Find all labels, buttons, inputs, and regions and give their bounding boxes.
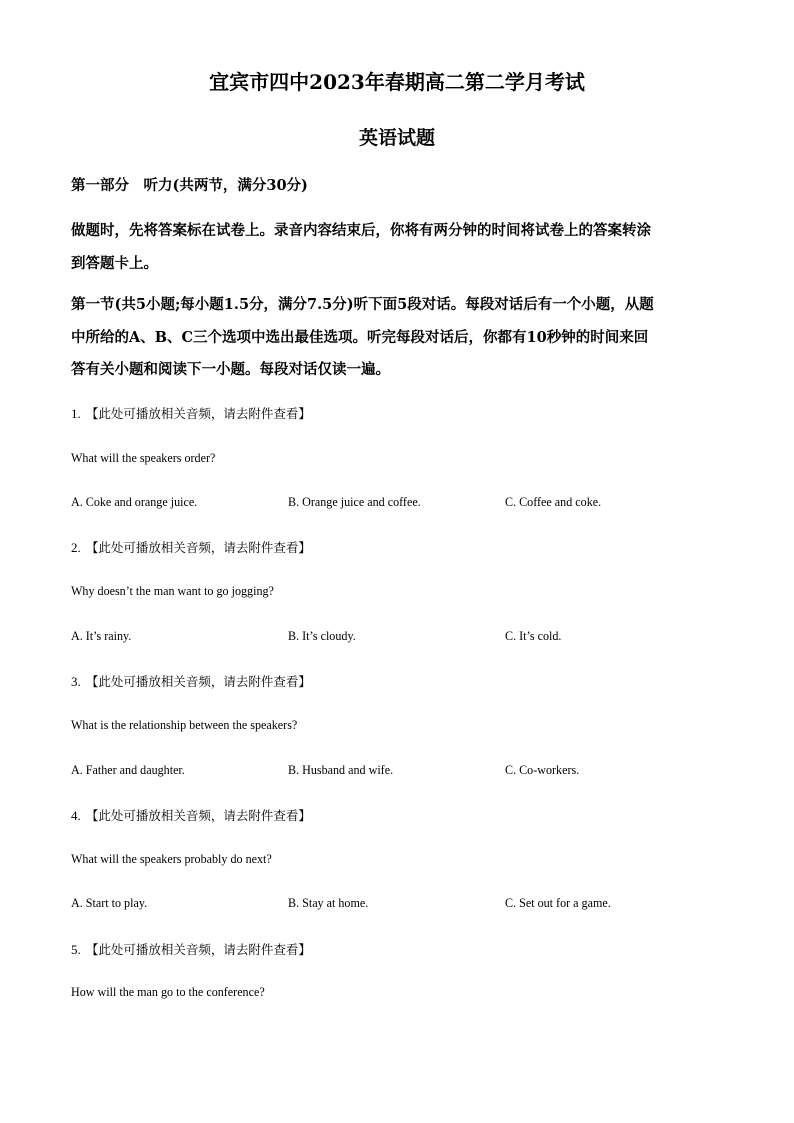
audio-note: 【此处可播放相关音频，请去附件查看】 bbox=[85, 942, 311, 957]
question-number: 1. bbox=[71, 406, 81, 421]
question-prompt: Why doesn’t the man want to go jogging? bbox=[71, 583, 274, 598]
section1-intro-line-2: 中所给的A、B、C三个选项中选出最佳选项。听完每段对话后，你都有10秒钟的时间来回 bbox=[71, 329, 649, 346]
audio-note: 【此处可播放相关音频，请去附件查看】 bbox=[85, 406, 311, 421]
option-c: C. Set out for a game. bbox=[505, 895, 611, 910]
question-prompt: What will the speakers order? bbox=[71, 450, 216, 465]
section1-intro-line-3: 答有关小题和阅读下一小题。每段对话仅读一遍。 bbox=[71, 361, 390, 378]
subject-title: 英语试题 bbox=[358, 127, 435, 149]
option-c: C. It’s cold. bbox=[505, 628, 562, 643]
question-number: 4. bbox=[71, 808, 81, 823]
section1-intro-line-1: 第一节(共5小题;每小题1.5分，满分7.5分)听下面5段对话。每段对话后有一个小题，从题 bbox=[71, 296, 654, 313]
question-prompt: What is the relationship between the speakers? bbox=[71, 717, 298, 732]
option-a: A. It’s rainy. bbox=[71, 628, 132, 643]
audio-note: 【此处可播放相关音频，请去附件查看】 bbox=[85, 808, 311, 823]
question-header bbox=[71, 805, 311, 825]
audio-note: 【此处可播放相关音频，请去附件查看】 bbox=[85, 674, 311, 689]
option-a: A. Father and daughter. bbox=[71, 762, 185, 777]
option-a: A. Coke and orange juice. bbox=[71, 494, 198, 509]
question-prompt: How will the man go to the conference? bbox=[71, 984, 265, 999]
question-header bbox=[71, 671, 311, 691]
option-b: B. Husband and wife. bbox=[288, 762, 394, 777]
question-number: 3. bbox=[71, 674, 81, 689]
question-header bbox=[71, 537, 311, 557]
question-number: 5. bbox=[71, 942, 81, 957]
exam-title: 宜宾市四中2023年春期高二第二学月考试 bbox=[209, 70, 585, 94]
part1-heading: 第一部分 听力(共两节，满分30分) bbox=[71, 177, 308, 194]
audio-note: 【此处可播放相关音频，请去附件查看】 bbox=[85, 540, 311, 555]
question-header bbox=[71, 403, 311, 423]
option-b: B. Stay at home. bbox=[288, 895, 369, 910]
instruction-line-1: 做题时，先将答案标在试卷上。录音内容结束后，你将有两分钟的时间将试卷上的答案转涂 bbox=[71, 222, 651, 239]
question-header bbox=[71, 939, 311, 959]
question-number: 2. bbox=[71, 540, 81, 555]
option-c: C. Co-workers. bbox=[505, 762, 580, 777]
question-prompt: What will the speakers probably do next? bbox=[71, 851, 272, 866]
option-c: C. Coffee and coke. bbox=[505, 494, 602, 509]
option-a: A. Start to play. bbox=[71, 895, 148, 910]
instruction-line-2: 到答题卡上。 bbox=[71, 255, 158, 272]
option-b: B. It’s cloudy. bbox=[288, 628, 356, 643]
option-b: B. Orange juice and coffee. bbox=[288, 494, 421, 509]
